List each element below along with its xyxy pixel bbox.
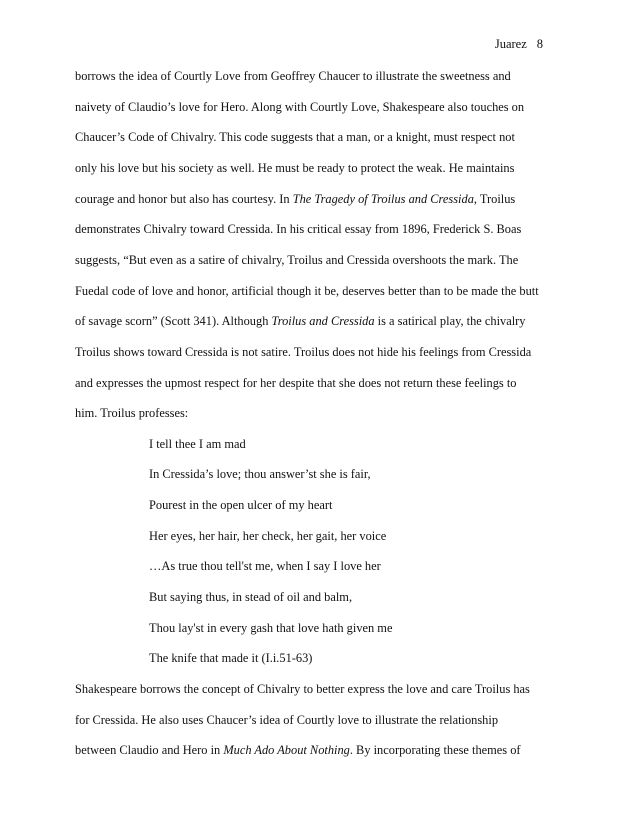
quote-line xyxy=(149,436,246,452)
text-segment: Pourest in the open ulcer of my heart xyxy=(149,498,333,513)
text-segment: …As true thou tell'st me, when I say I love her xyxy=(149,559,381,574)
quote-line xyxy=(149,620,392,636)
text-segment: I tell thee I am mad xyxy=(149,436,246,451)
header-author: Juarez xyxy=(494,37,527,51)
text-segment: Chaucer’s Code of Chivalry. This code suggests that a man, or a knight, must respect not xyxy=(75,130,515,145)
quote-line xyxy=(149,589,352,605)
text-segment: . By incorporating these themes of xyxy=(349,743,521,758)
text-segment: is a satirical play, the chivalry xyxy=(374,314,526,329)
text-segment: The knife that made it (I.i.51-63) xyxy=(149,651,313,666)
text-segment: between Claudio and Hero in xyxy=(75,743,224,758)
text-segment: Shakespeare borrows the concept of Chivalry to better express the love and care Troilus has xyxy=(75,682,530,696)
body-line xyxy=(75,344,531,360)
italic-title: Much Ado About Nothing xyxy=(223,743,350,758)
text-segment: , Troilus xyxy=(473,191,516,206)
header-page-number: 8 xyxy=(536,37,543,51)
text-segment: Troilus shows toward Cressida is not satire. Troilus does not hide his feelings from Cressida xyxy=(75,344,532,359)
quote-line xyxy=(149,497,332,513)
quote-line xyxy=(149,466,371,482)
body-line xyxy=(75,252,518,268)
body-line xyxy=(75,68,511,84)
text-segment: for Cressida. He also uses Chaucer’s idea of Courtly love to illustrate the relationship xyxy=(75,712,499,727)
italic-title: Troilus and Cressida xyxy=(271,314,375,329)
text-segment: and expresses the upmost respect for her despite that she does not return these feelings to xyxy=(75,375,517,390)
body-line xyxy=(75,283,539,299)
text-segment: In Cressida’s love; thou answer’st she is fair, xyxy=(149,467,371,482)
body-line xyxy=(75,742,521,758)
text-segment: borrows the idea of Courtly Love from Geoffrey Chaucer to illustrate the sweetness and xyxy=(75,69,511,83)
body-line xyxy=(75,681,530,697)
body-line xyxy=(75,712,498,728)
body-line xyxy=(75,99,524,115)
text-segment: suggests, “But even as a satire of chivalry, Troilus and Cressida overshoots the mark. The xyxy=(75,252,519,267)
text-segment: Fuedal code of love and honor, artificial though it be, deserves better than to be made the butt xyxy=(75,283,539,298)
quote-line xyxy=(149,528,386,544)
quote-line xyxy=(149,558,381,574)
text-segment: only his love but his society as well. He must be ready to protect the weak. He maintains xyxy=(75,160,515,175)
text-segment: of savage scorn” (Scott 341). Although xyxy=(75,314,272,329)
text-segment: courage and honor but also has courtesy. In xyxy=(75,191,293,206)
text-segment: naivety of Claudio’s love for Hero. Along with Courtly Love, Shakespeare also touches on xyxy=(75,99,525,114)
body-line xyxy=(75,129,515,145)
text-segment: But saying thus, in stead of oil and balm, xyxy=(149,590,353,605)
text-segment: Thou lay'st in every gash that love hath given me xyxy=(149,620,393,635)
body-line xyxy=(75,313,526,329)
text-segment: Her eyes, her hair, her check, her gait, her voice xyxy=(149,528,387,543)
italic-title: The Tragedy of Troilus and Cressida xyxy=(292,191,474,206)
body-line xyxy=(75,405,188,421)
body-line xyxy=(75,221,521,237)
quote-line xyxy=(149,650,312,666)
running-header xyxy=(495,37,543,52)
body-line xyxy=(75,375,516,391)
text-segment: demonstrates Chivalry toward Cressida. In his critical essay from 1896, Frederick S. Boas xyxy=(75,222,522,237)
text-segment: him. Troilus professes: xyxy=(75,406,189,421)
body-line xyxy=(75,191,515,207)
body-line xyxy=(75,160,514,176)
